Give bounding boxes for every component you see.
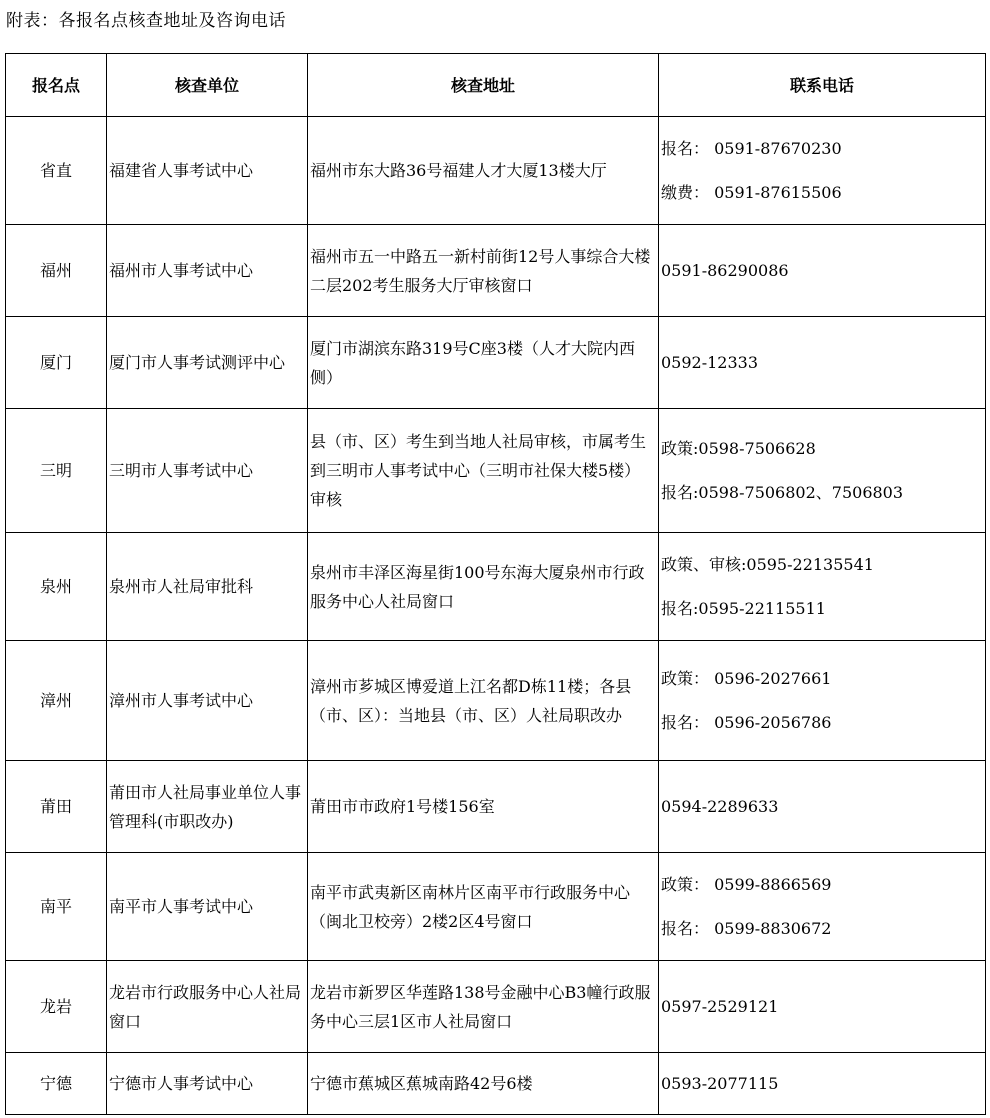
table-row bbox=[6, 317, 986, 409]
cell-address: 宁德市蕉城区蕉城南路42号6楼 bbox=[308, 1053, 659, 1115]
cell-address: 厦门市湖滨东路319号C座3楼（人才大院内西侧） bbox=[308, 317, 659, 409]
table-header-row bbox=[6, 54, 986, 117]
cell-phone bbox=[659, 1053, 986, 1115]
phone-line: 0592-12333 bbox=[661, 352, 759, 372]
cell-address: 漳州市芗城区博爱道上江名都D栋11楼；各县（市、区）：当地县（市、区）人社局职改办 bbox=[308, 641, 659, 761]
cell-address: 福州市东大路36号福建人才大厦13楼大厅 bbox=[308, 117, 659, 225]
cell-unit: 福州市人事考试中心 bbox=[107, 225, 308, 317]
cell-phone bbox=[659, 117, 986, 225]
phone-line: 政策:0598-7506628 bbox=[661, 438, 816, 458]
cell-address: 南平市武夷新区南林片区南平市行政服务中心（闽北卫校旁）2楼2区4号窗口 bbox=[308, 853, 659, 961]
table-row bbox=[6, 961, 986, 1053]
cell-phone bbox=[659, 961, 986, 1053]
cell-site: 泉州 bbox=[6, 533, 107, 641]
table-row bbox=[6, 409, 986, 533]
cell-phone bbox=[659, 641, 986, 761]
cell-address: 县（市、区）考生到当地人社局审核，市属考生到三明市人事考试中心（三明市社保大楼5楼）审核 bbox=[308, 409, 659, 533]
header-site: 报名点 bbox=[6, 54, 107, 117]
cell-unit: 泉州市人社局审批科 bbox=[107, 533, 308, 641]
phone-line: 报名： 0599-8830672 bbox=[661, 918, 832, 938]
table-row bbox=[6, 641, 986, 761]
cell-unit: 漳州市人事考试中心 bbox=[107, 641, 308, 761]
cell-site: 省直 bbox=[6, 117, 107, 225]
cell-address: 泉州市丰泽区海星街100号东海大厦泉州市行政服务中心人社局窗口 bbox=[308, 533, 659, 641]
cell-address: 福州市五一中路五一新村前街12号人事综合大楼二层202考生服务大厅审核窗口 bbox=[308, 225, 659, 317]
cell-unit: 福建省人事考试中心 bbox=[107, 117, 308, 225]
table-row bbox=[6, 117, 986, 225]
phone-line: 报名： 0596-2056786 bbox=[661, 712, 832, 732]
cell-site: 福州 bbox=[6, 225, 107, 317]
cell-site: 宁德 bbox=[6, 1053, 107, 1115]
cell-unit: 莆田市人社局事业单位人事管理科(市职改办) bbox=[107, 761, 308, 853]
header-unit: 核查单位 bbox=[107, 54, 308, 117]
cell-site: 厦门 bbox=[6, 317, 107, 409]
cell-address: 莆田市市政府1号楼156室 bbox=[308, 761, 659, 853]
phone-line: 报名:0598-7506802、7506803 bbox=[661, 482, 904, 502]
phone-line: 政策： 0599-8866569 bbox=[661, 874, 832, 894]
cell-phone bbox=[659, 853, 986, 961]
table-row bbox=[6, 225, 986, 317]
cell-phone bbox=[659, 409, 986, 533]
cell-site: 龙岩 bbox=[6, 961, 107, 1053]
cell-phone bbox=[659, 533, 986, 641]
header-address: 核查地址 bbox=[308, 54, 659, 117]
table-row bbox=[6, 533, 986, 641]
phone-line: 0594-2289633 bbox=[661, 796, 779, 816]
table-row bbox=[6, 761, 986, 853]
phone-line: 报名:0595-22115511 bbox=[661, 598, 826, 618]
cell-unit: 厦门市人事考试测评中心 bbox=[107, 317, 308, 409]
cell-phone bbox=[659, 317, 986, 409]
cell-site: 莆田 bbox=[6, 761, 107, 853]
cell-site: 漳州 bbox=[6, 641, 107, 761]
cell-site: 三明 bbox=[6, 409, 107, 533]
header-phone: 联系电话 bbox=[659, 54, 986, 117]
phone-line: 0591-86290086 bbox=[661, 260, 789, 280]
cell-phone bbox=[659, 225, 986, 317]
cell-site: 南平 bbox=[6, 853, 107, 961]
cell-unit: 宁德市人事考试中心 bbox=[107, 1053, 308, 1115]
cell-unit: 南平市人事考试中心 bbox=[107, 853, 308, 961]
phone-line: 报名： 0591-87670230 bbox=[661, 138, 842, 158]
cell-address: 龙岩市新罗区华莲路138号金融中心B3幢行政服务中心三层1区市人社局窗口 bbox=[308, 961, 659, 1053]
phone-line: 政策： 0596-2027661 bbox=[661, 668, 832, 688]
phone-line: 政策、审核:0595-22135541 bbox=[661, 554, 874, 574]
cell-unit: 三明市人事考试中心 bbox=[107, 409, 308, 533]
phone-line: 缴费： 0591-87615506 bbox=[661, 182, 842, 202]
phone-line: 0597-2529121 bbox=[661, 996, 779, 1016]
cell-unit: 龙岩市行政服务中心人社局窗口 bbox=[107, 961, 308, 1053]
table-row bbox=[6, 853, 986, 961]
contact-table bbox=[5, 53, 986, 1115]
page-caption: 附表：各报名点核查地址及咨询电话 bbox=[6, 11, 286, 31]
cell-phone bbox=[659, 761, 986, 853]
table-row bbox=[6, 1053, 986, 1115]
phone-line: 0593-2077115 bbox=[661, 1073, 779, 1093]
